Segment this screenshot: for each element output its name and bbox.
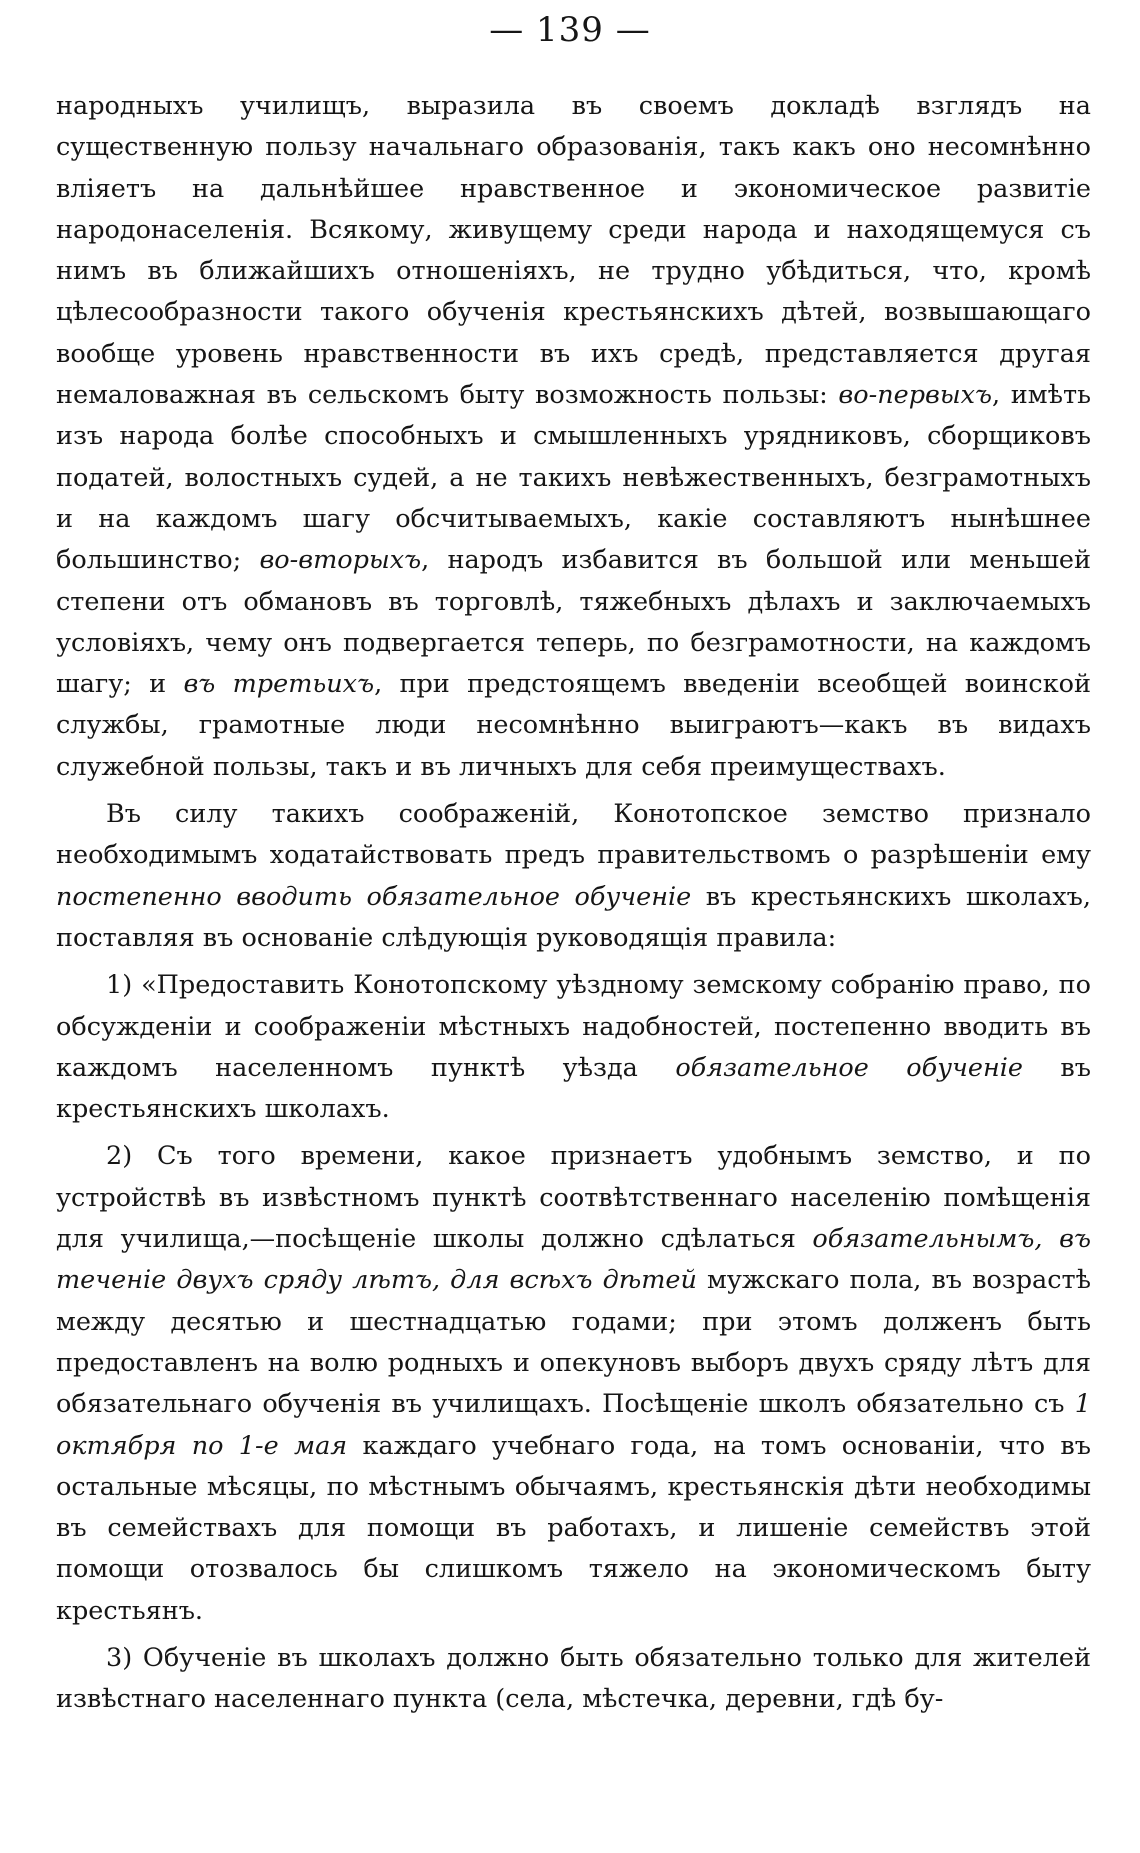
text-segment: Въ силу такихъ соображеній, Конотопское земство признало необходимымъ ходатайствовать предъ правительствомъ о разрѣшеніи ему bbox=[56, 799, 1091, 871]
text-segment: , имѣть изъ народа болѣе способныхъ и смышленныхъ урядниковъ, сборщиковъ податей, волостныхъ судей, а не такихъ невѣжественныхъ, безграмотныхъ и на каждомъ шагу обсчитываемыхъ, какіе составляютъ нынѣшнее большинство; bbox=[56, 380, 1091, 576]
text-segment: 1) «Предоставить Конотопскому уѣздному земскому собранію право, по обсужденіи и соображеніи мѣстныхъ надобностей, постепенно вводить въ каждомъ населенномъ пунктѣ уѣзда bbox=[56, 970, 1091, 1083]
paragraph bbox=[56, 86, 1091, 788]
numbered-rule-1 bbox=[56, 965, 1091, 1130]
paragraph bbox=[56, 794, 1091, 959]
text-segment-italic: постепенно вводить обязательное обученіе bbox=[56, 881, 692, 912]
text-segment: , народъ избавится въ большой или меньшей степени отъ обмановъ въ торговлѣ, тяжебныхъ дѣлахъ и заключаемыхъ условіяхъ, чему онъ подвергается теперь, по безграмотности, на каждомъ шагу; и bbox=[56, 545, 1092, 700]
text-segment-italic: въ третьихъ bbox=[183, 669, 375, 700]
document-body bbox=[56, 86, 1091, 1721]
text-segment: народныхъ училищъ, выразила въ своемъ докладѣ взглядъ на существенную пользу начальнаго образованія, такъ какъ оно несомнѣнно вліяетъ на дальнѣйшее нравственное и экономическое развитіе народонаселенія. Всякому, живущему среди народа и находящемуся съ нимъ въ ближайшихъ отношеніяхъ, не трудно убѣдиться, что, кромѣ цѣлесообразности такого обученія крестьянскихъ дѣтей, возвышающаго вообще уровень нравственности въ ихъ средѣ, представляется другая немаловажная въ сельскомъ быту возможность пользы: bbox=[56, 91, 1091, 411]
text-segment: , при предстоящемъ введеніи всеобщей воинской службы, грамотные люди несомнѣнно выиграютъ—какъ въ видахъ служебной пользы, такъ и въ личныхъ для себя преимуществахъ. bbox=[56, 669, 1092, 782]
text-segment: въ крестьянскихъ школахъ. bbox=[56, 1052, 1092, 1125]
text-segment-italic: обязательное обученіе bbox=[675, 1052, 1023, 1083]
text-segment-italic: 1 октября по 1-е мая bbox=[56, 1389, 1091, 1461]
text-segment: мужскаго пола, въ возрастѣ между десятью и шестнадцатью годами; при этомъ долженъ быть предоставленъ на волю родныхъ и опекуновъ выборъ двухъ сряду лѣтъ для обязательнаго обученія въ училищахъ. Посѣщеніе школъ обязательно съ bbox=[56, 1265, 1092, 1420]
numbered-rule-2 bbox=[56, 1136, 1091, 1632]
text-segment-italic: во-первыхъ bbox=[838, 380, 993, 411]
page-number: — 139 — bbox=[489, 10, 651, 50]
text-segment-italic: обязательнымъ, въ теченіе двухъ сряду лѣтъ, для всѣхъ дѣтей bbox=[56, 1224, 1091, 1296]
text-segment: 2) Съ того времени, какое признаетъ удобнымъ земство, и по устройствѣ въ извѣстномъ пунктѣ соотвѣтственнаго населенію помѣщенія для училища,—посѣщеніе школы должно сдѣлаться bbox=[56, 1141, 1091, 1255]
text-segment: 3) Обученіе въ школахъ должно быть обязательно только для жителей извѣстнаго населеннаго пункта (села, мѣстечка, деревни, гдѣ бу- bbox=[56, 1642, 1091, 1715]
numbered-rule-3 bbox=[56, 1638, 1091, 1721]
text-segment: въ крестьянскихъ школахъ, поставляя въ основаніе слѣдующія руководящія правила: bbox=[56, 881, 1091, 953]
text-segment-italic: во-вторыхъ bbox=[259, 545, 422, 576]
text-segment: каждаго учебнаго года, на томъ основаніи, что въ остальные мѣсяцы, по мѣстнымъ обычаямъ, крестьянскія дѣти необходимы въ семействахъ для помощи въ работахъ, и лишеніе семействъ этой помощи отозвалось бы слишкомъ тяжело на экономическомъ быту крестьянъ. bbox=[56, 1430, 1091, 1626]
